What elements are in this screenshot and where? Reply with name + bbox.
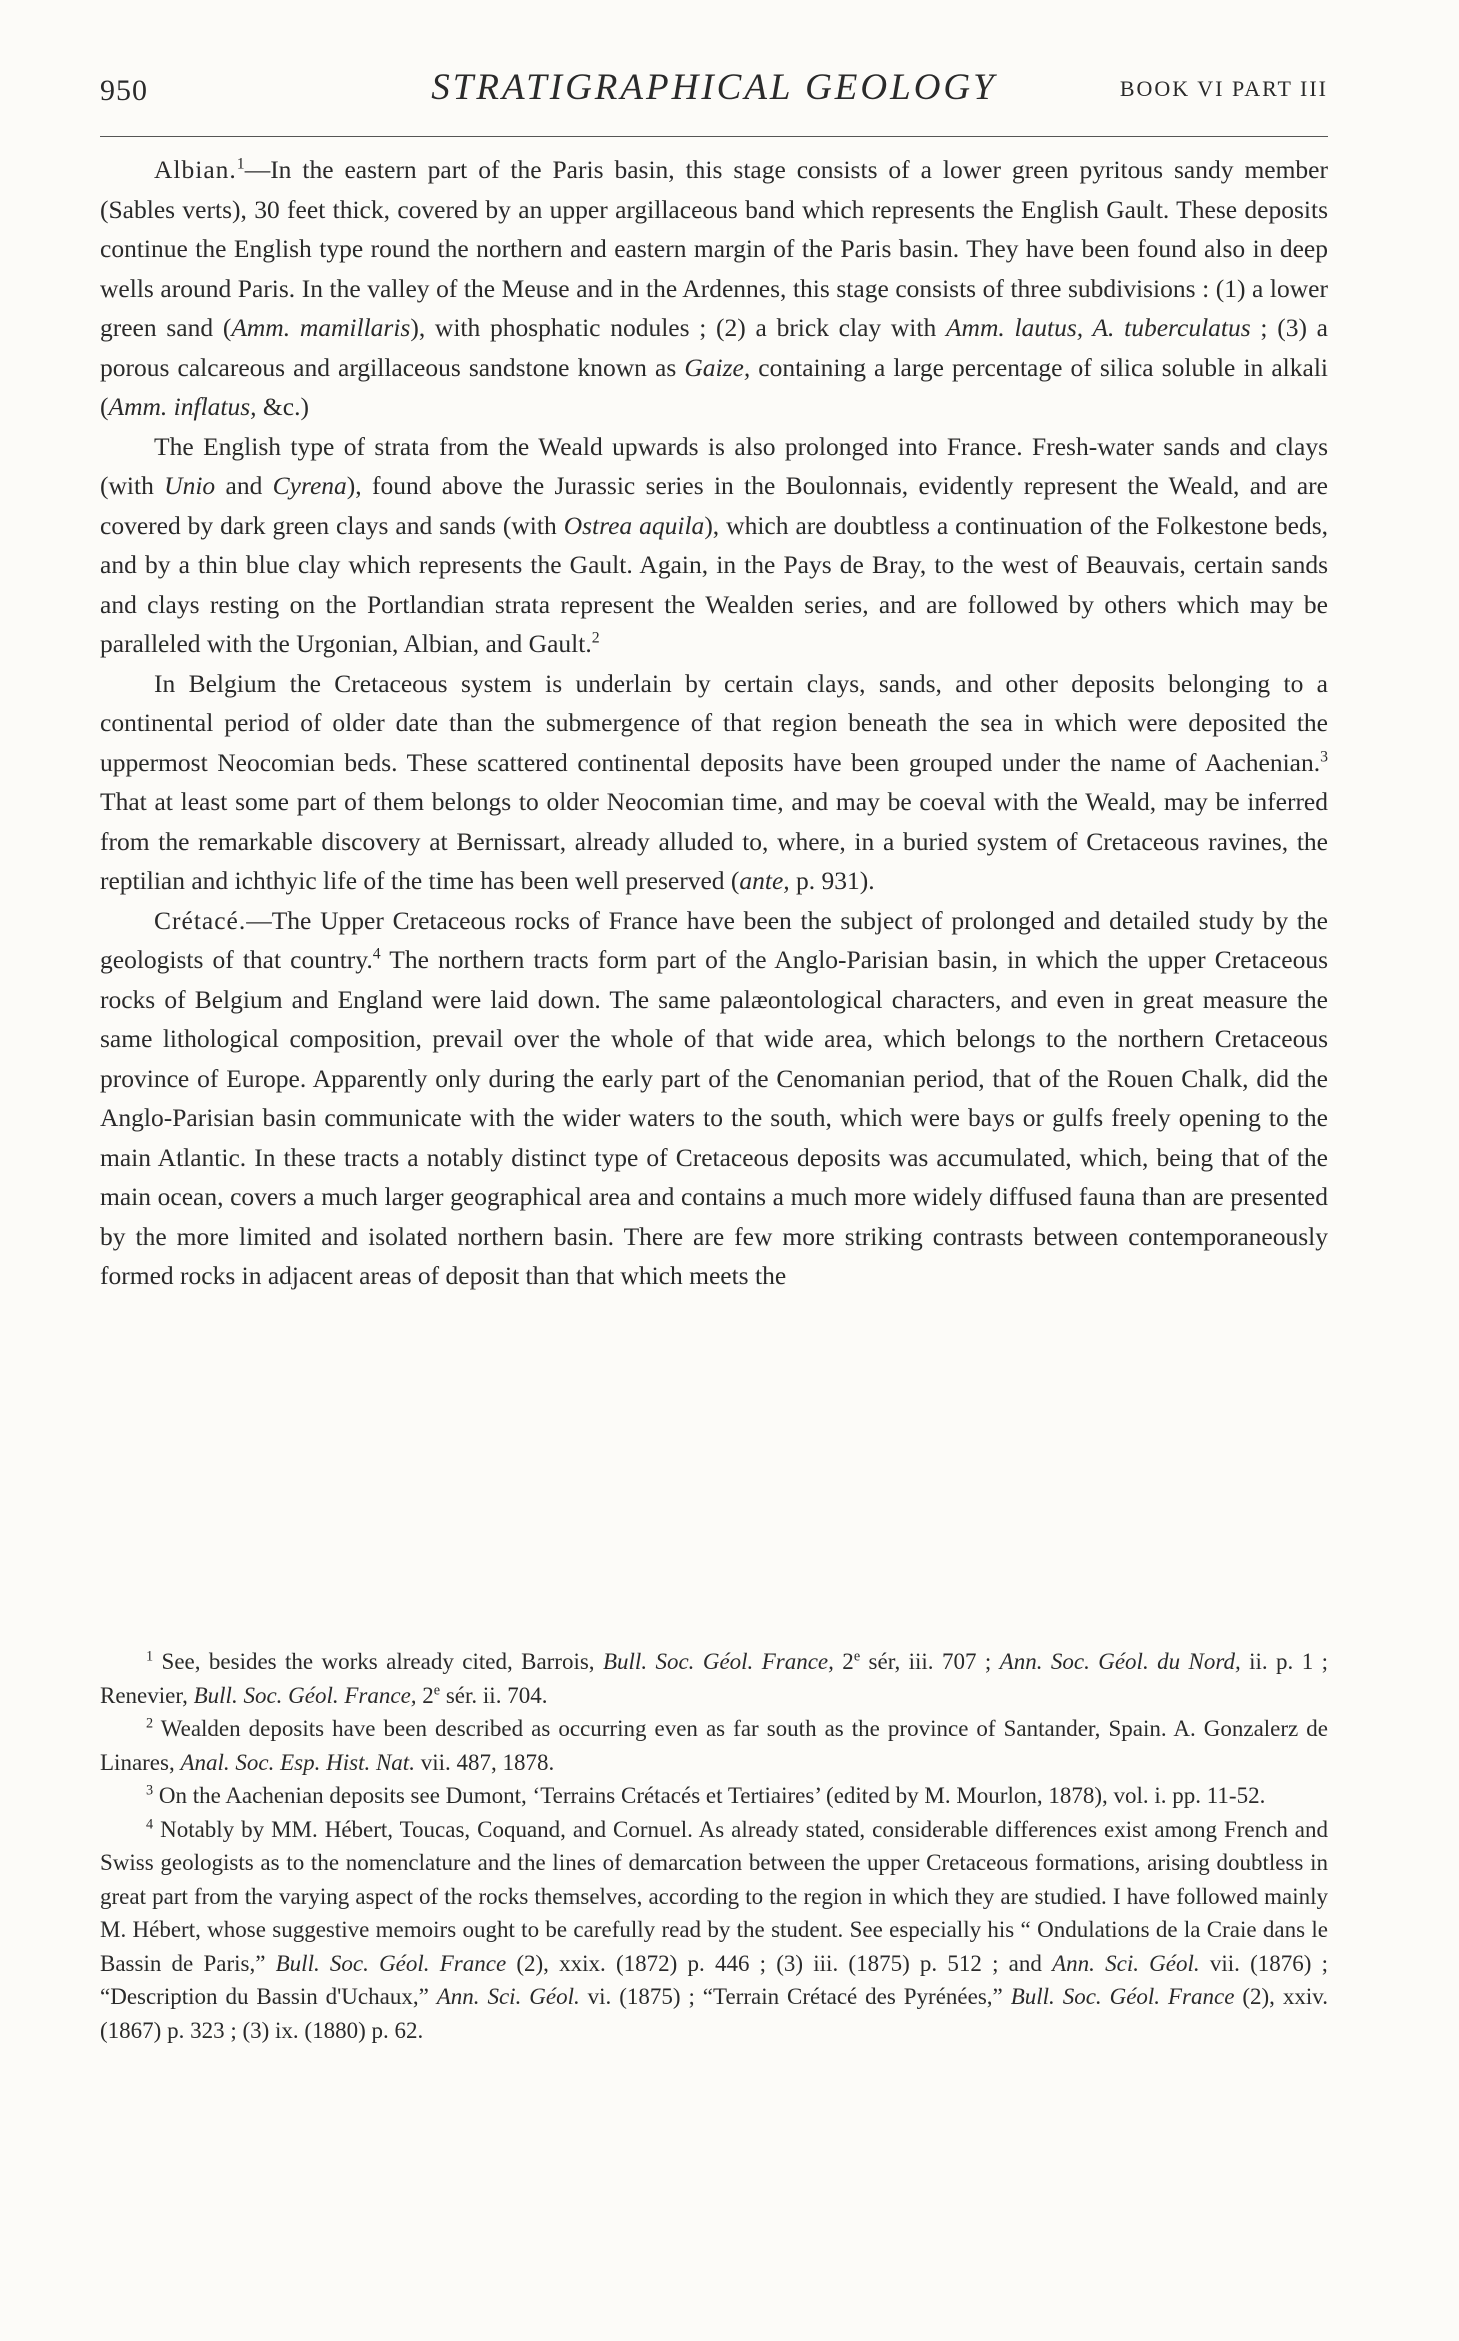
text-run: Albian. bbox=[154, 155, 237, 184]
italic-text: Anal. Soc. Esp. Hist. Nat. bbox=[180, 1749, 415, 1775]
italic-text: Amm. inflatus, bbox=[108, 392, 257, 421]
text-run: The northern tracts form part of the Anglo-Parisian basin, in which the upper Cretaceous rocks of Belgium and England were laid down. The same palæontological characters, and even in great measure the same lithological composition, prevail over the whole of that wide area, which belongs to the northern Cretaceous province of Europe. Apparently only during the early part of the Cenomanian period, that of the Rouen Chalk, did the Anglo-Parisian basin communicate with the wider waters to the south, which were bays or gulfs freely opening to the main Atlantic. In these tracts a notably distinct type of Cretaceous deposits was accumulated, which, being that of the main ocean, covers a much larger geographical area and contains a much more widely diffused fauna than are presented by the more limited and isolated northern basin. There are few more striking contrasts between contemporaneously formed rocks in adjacent areas of deposit than that which meets the bbox=[100, 945, 1328, 1290]
italic-text: Bull. Soc. Géol. France, bbox=[602, 1649, 834, 1674]
footnote-marker: 2 bbox=[591, 629, 600, 647]
text-run: Notably by MM. Hébert, Toucas, Coquand, and Cornuel. As already stated, considerable differences exist among French and Swiss geologists as to the nomenclature and the lines of demarcation between the upper Cretaceous formations, arising doubtless in great part from the varying aspect of the rocks themselves, according to the region in which they are studied. I have followed mainly M. Hébert, whose suggestive memoirs ought to be carefully read by the student. See especially his “ Ondulations de la Craie dans le Bassin de Paris,” bbox=[100, 1816, 1328, 1976]
footnote-4 bbox=[100, 1813, 1328, 2048]
italic-text: Ann. Sci. Géol. bbox=[436, 1984, 580, 2009]
running-title: STRATIGRAPHICAL GEOLOGY bbox=[431, 67, 997, 108]
page-number: 950 bbox=[100, 74, 148, 107]
footnote-1 bbox=[100, 1645, 1328, 1712]
text-run: The English type of strata from the Weald upwards is also prolonged into France. Fresh-water sands and clays (with bbox=[100, 431, 1328, 500]
text-run: ; (3) a porous calcareous and argillaceous sandstone known as bbox=[100, 313, 1328, 382]
text-run: ), with phosphatic nodules ; (2) a brick clay with bbox=[410, 313, 946, 342]
italic-text: Unio bbox=[164, 471, 216, 500]
text-run: 2 bbox=[833, 1649, 854, 1674]
text-run: See, besides the works already cited, Barrois, bbox=[153, 1649, 603, 1674]
italic-text: Bull. Soc. Géol. France bbox=[1010, 1984, 1235, 2009]
text-run: vii. (1876) ; “Description du Bassin d'Uchaux,” bbox=[100, 1950, 1328, 2009]
text-run: sér, iii. 707 ; bbox=[860, 1649, 1000, 1674]
italic-text: Ann. Soc. Géol. du Nord, bbox=[999, 1649, 1241, 1674]
paragraph-belgium bbox=[100, 664, 1328, 901]
footnote-marker: 1 bbox=[236, 155, 245, 173]
text-run: ), found above the Jurassic series in the Boulonnais, evidently represent the Weald, and are covered by dark green clays and sands (with bbox=[100, 471, 1328, 540]
footnote-marker: 4 bbox=[146, 1815, 154, 1832]
main-text bbox=[100, 150, 1328, 1296]
text-run: In Belgium the Cretaceous system is underlain by certain clays, sands, and other deposits belonging to a continental period of older date than the submergence of that region beneath the sea in which were deposited the uppermost Neocomian beds. These scattered continental deposits have been grouped under the name of Aachenian. bbox=[100, 668, 1328, 777]
paragraph-albian bbox=[100, 150, 1328, 427]
italic-text: Cyrena bbox=[272, 471, 347, 500]
text-run: 2 bbox=[416, 1682, 434, 1708]
italic-text: Amm. lautus, A. tuberculatus bbox=[945, 313, 1251, 342]
text-run: vii. 487, 1878. bbox=[414, 1749, 555, 1775]
footnote-marker: 4 bbox=[372, 945, 381, 963]
text-run: vi. (1875) ; “Terrain Crétacé des Pyrénées,” bbox=[579, 1984, 1011, 2009]
paragraph-english-type bbox=[100, 427, 1328, 664]
text-run: p. 931). bbox=[789, 866, 875, 895]
text-run: —In the eastern part of the Paris basin, this stage consists of a lower green pyritous sandy member (Sables verts), 30 feet thick, covered by an upper argillaceous band which represents the English Gault. These deposits continue the English type round the northern and eastern margin of the Paris basin. They have been found also in deep wells around Paris. In the valley of the Meuse and in the Ardennes, this stage consists of three subdivisions : (1) a lower green sand ( bbox=[100, 155, 1328, 342]
italic-text: Amm. mamillaris bbox=[231, 313, 411, 342]
italic-text: Gaize, bbox=[684, 352, 751, 382]
text-run: (2), xxiv. (1867) p. 323 ; (3) ix. (1880) p. 62. bbox=[100, 1984, 1328, 2043]
italic-text: Bull. Soc. Géol. France bbox=[275, 1950, 507, 1976]
text-run: and bbox=[215, 471, 273, 500]
footnote-3 bbox=[100, 1779, 1328, 1813]
text-run: &c.) bbox=[256, 392, 309, 421]
italic-text: ante, bbox=[739, 866, 790, 895]
footnote-marker: 2 bbox=[146, 1715, 154, 1732]
book-part-label: BOOK VI PART III bbox=[1119, 76, 1328, 101]
italic-text: Ann. Sci. Géol. bbox=[1052, 1950, 1200, 1976]
paragraph-cretace bbox=[100, 901, 1328, 1296]
header-rule bbox=[100, 136, 1328, 137]
footnotes bbox=[100, 1645, 1328, 2047]
text-run: Crétacé. bbox=[154, 905, 247, 935]
text-run: That at least some part of them belongs to older Neocomian time, and may be coeval with the Weald, may be inferred from the remarkable discovery at Bernissart, already alluded to, where, in a buried system of Cretaceous ravines, the reptilian and ichthyic life of the time has been well preserved ( bbox=[100, 787, 1328, 895]
footnote-marker: e bbox=[853, 1648, 861, 1665]
text-run: sér. ii. 704. bbox=[440, 1682, 548, 1708]
footnote-marker: 1 bbox=[146, 1648, 154, 1665]
footnote-marker: 3 bbox=[1320, 748, 1328, 765]
text-run: Wealden deposits have been described as occurring even as far south as the province of Santander, Spain. A. Gonzalerz de Linares, bbox=[100, 1716, 1328, 1775]
text-run: On the Aachenian deposits see Dumont, ‘Terrains Crétacés et Tertiaires’ (edited by M. Mourlon, 1878), vol. i. pp. 11-52. bbox=[153, 1783, 1266, 1808]
text-run: ), which are doubtless a continuation of the Folkestone beds, and by a thin blue clay which represents the Gault. Again, in the Pays de Bray, to the west of Beauvais, certain sands and clays resting on the Portlandian strata represent the Wealden series, and are followed by others which may be paralleled with the Urgonian, Albian, and Gault. bbox=[100, 510, 1328, 658]
page-header bbox=[100, 66, 1328, 126]
text-run: —The Upper Cretaceous rocks of France have been the subject of prolonged and detailed study by the geologists of that country. bbox=[100, 905, 1328, 974]
text-run: containing a large percentage of silica soluble in alkali ( bbox=[100, 352, 1328, 421]
footnote-2 bbox=[100, 1712, 1328, 1779]
footnote-marker: e bbox=[433, 1681, 441, 1698]
footnote-marker: 3 bbox=[146, 1782, 154, 1799]
italic-text: Bull. Soc. Géol. France, bbox=[193, 1682, 417, 1708]
italic-text: Ostrea aquila bbox=[563, 510, 705, 540]
text-run: (2), xxix. (1872) p. 446 ; (3) iii. (1875) p. 512 ; and bbox=[506, 1950, 1053, 1976]
text-run: ii. p. 1 ; Renevier, bbox=[100, 1649, 1329, 1708]
